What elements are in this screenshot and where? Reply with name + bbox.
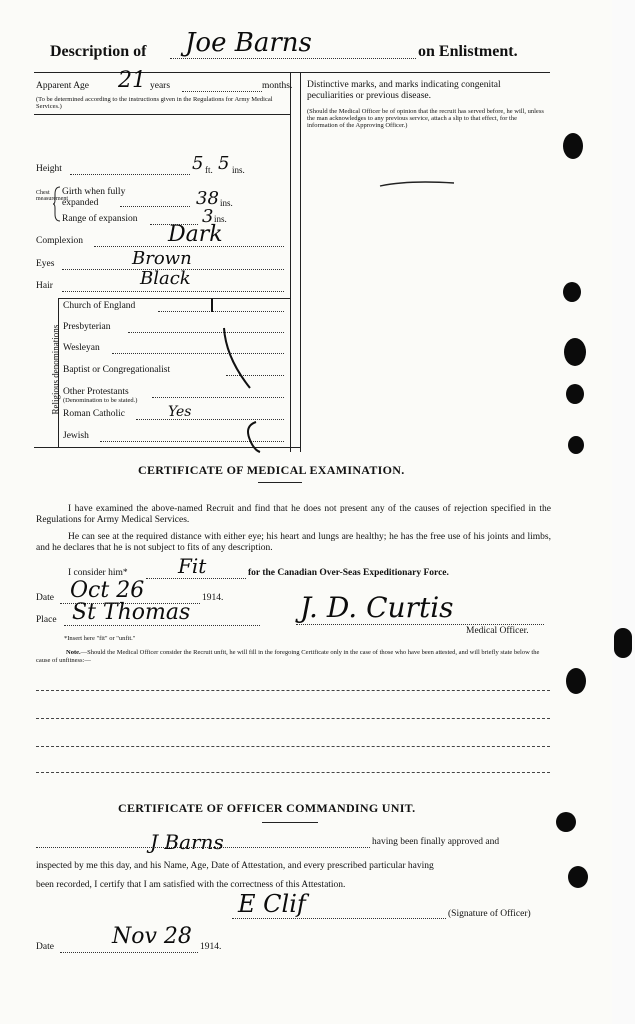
- medical-paragraph-2: He can see at the required distance with either eye; his heart and lungs are healthy; he has the free use of his joints and limbs, and he declares that he is not subject to fits of any description.: [36, 532, 551, 553]
- complexion-label: Complexion: [36, 236, 83, 246]
- eyes-value: Brown: [132, 248, 192, 269]
- top-rule: [34, 72, 550, 73]
- age-rule: [34, 114, 290, 115]
- girth-unit: ins.: [220, 198, 233, 208]
- months-dotted-line: [182, 91, 262, 92]
- religion-wesleyan: Wesleyan: [63, 343, 100, 353]
- hair-label: Hair: [36, 281, 53, 291]
- chest-brace: [53, 186, 61, 222]
- religion-other-protestants: Other Protestants: [63, 387, 129, 397]
- religion-roman-catholic: Roman Catholic: [63, 409, 126, 419]
- binder-hole: [563, 282, 581, 302]
- age-note: (To be determined according to the instructions given in the Regulations for Army Medical Services.): [36, 96, 273, 110]
- column-divider: [290, 72, 291, 452]
- commanding-date-dotted-line: [60, 952, 198, 953]
- commanding-date-value: Nov 28: [112, 924, 192, 949]
- distinctive-marks-label: Distinctive marks, and marks indicating congenital peculiarities or previous disease.: [307, 80, 501, 101]
- religion-jewish: Jewish: [63, 431, 89, 441]
- height-dotted-line: [70, 174, 190, 175]
- commanding-line1-suffix: having been finally approved and: [372, 837, 500, 847]
- medical-note-text: —Should the Medical Officer consider the Recruit unfit, he will fill in the foregoing Certificate only in the case of those who have been attested, and will briefly state below the cause of unfitness:—: [36, 649, 540, 664]
- binder-hole: [566, 668, 586, 694]
- medical-year: 1914.: [202, 593, 224, 603]
- girth-value: 38: [196, 188, 219, 209]
- commanding-name-value: J Barns: [150, 830, 224, 854]
- binder-hole: [614, 628, 632, 658]
- binder-hole: [568, 436, 584, 454]
- height-inches-value: 5: [218, 153, 230, 174]
- range-label: Range of expansion: [62, 214, 138, 224]
- recruit-name: Joe Barns: [185, 28, 312, 58]
- girth-dotted-line: [120, 206, 190, 207]
- header-suffix: on Enlistment.: [418, 43, 518, 60]
- medical-officer-label: Medical Officer.: [466, 626, 529, 636]
- religion-other-note: (Denomination to be stated.): [63, 397, 138, 404]
- height-feet-value: 5: [192, 153, 204, 174]
- religion-brace-strokes: [200, 298, 270, 458]
- commanding-date-label: Date: [36, 942, 54, 952]
- binder-hole: [556, 812, 576, 832]
- medical-signature-line: [296, 624, 544, 625]
- binder-hole: [568, 866, 588, 888]
- months-label: months.: [262, 81, 293, 91]
- religion-presbyterian: Presbyterian: [63, 322, 111, 332]
- medical-title-rule: [258, 482, 302, 483]
- distinctive-marks-note: (Should the Medical Officer be of opinion that the recruit has served before, he will, unless the man acknowledges to any previous service, attach a slip to that effect, for the information of the Approving Officer.): [307, 108, 544, 129]
- range-value: 3: [202, 206, 214, 227]
- years-label: years: [150, 81, 171, 91]
- religion-church-of-england: Church of England: [63, 301, 136, 311]
- medical-note-prefix: Note.: [66, 649, 81, 656]
- distinctive-marks-stroke: [378, 180, 458, 190]
- medical-date-label: Date: [36, 593, 54, 603]
- consider-suffix: for the Canadian Over-Seas Expeditionary Force.: [248, 568, 449, 578]
- unfit-line-4: [36, 772, 550, 773]
- age-years-value: 21: [118, 68, 146, 93]
- medical-place-value: St Thomas: [72, 600, 191, 625]
- hair-dotted-line: [62, 291, 284, 292]
- medical-title: CERTIFICATE OF MEDICAL EXAMINATION.: [138, 463, 405, 477]
- chest-label: Chest measurement: [36, 190, 68, 202]
- eyes-label: Eyes: [36, 259, 55, 269]
- commanding-signature-label: (Signature of Officer): [448, 909, 531, 919]
- consider-value: Fit: [178, 554, 207, 578]
- binder-hole: [566, 384, 584, 404]
- height-label: Height: [36, 164, 62, 174]
- apparent-age-label: Apparent Age: [36, 81, 90, 91]
- insert-note: *Insert here "fit" or "unfit.": [64, 635, 136, 642]
- complexion-value: Dark: [168, 222, 223, 247]
- commanding-title: CERTIFICATE OF OFFICER COMMANDING UNIT.: [118, 801, 416, 815]
- header-prefix: Description of: [50, 43, 147, 60]
- consider-prefix: I consider him*: [68, 568, 128, 578]
- commanding-officer-signature: E Clif: [238, 890, 306, 918]
- girth-label: Girth when fully expanded: [62, 187, 126, 208]
- range-unit: ins.: [214, 214, 227, 224]
- column-divider-inner: [300, 72, 301, 452]
- binder-hole: [563, 133, 583, 159]
- name-dotted-line: [170, 58, 416, 59]
- medical-date-value: Oct 26: [70, 578, 145, 603]
- binder-hole: [564, 338, 586, 366]
- religion-side-label: Religious denominations: [50, 324, 61, 415]
- medical-place-label: Place: [36, 615, 57, 625]
- unfit-line-1: [36, 690, 550, 691]
- unfit-line-2: [36, 718, 550, 719]
- scan-edge: [612, 0, 635, 1024]
- commanding-year: 1914.: [200, 942, 222, 952]
- commanding-line2: inspected by me this day, and his Name, Age, Date of Attestation, and every prescribed particular having: [36, 861, 434, 871]
- unfit-line-3: [36, 746, 550, 747]
- medical-paragraph-1: I have examined the above-named Recruit and find that he does not present any of the causes of rejection specified in the Regulations for Army Medical Services.: [36, 504, 551, 525]
- religion-baptist: Baptist or Congregationalist: [63, 365, 171, 375]
- height-ft-label: ft.: [205, 165, 213, 175]
- commanding-signature-line: [232, 918, 446, 919]
- religion-rc-value: Yes: [168, 404, 192, 420]
- consider-dotted-line: [146, 578, 246, 579]
- height-ins-label: ins.: [232, 165, 245, 175]
- medical-place-dotted-line: [64, 625, 260, 626]
- hair-value: Black: [140, 268, 191, 289]
- medical-note: [36, 649, 550, 665]
- commanding-line3: been recorded, I certify that I am satisfied with the correctness of this Attestation.: [36, 880, 346, 890]
- medical-officer-signature: J. D. Curtis: [300, 591, 454, 624]
- commanding-title-rule: [262, 822, 318, 823]
